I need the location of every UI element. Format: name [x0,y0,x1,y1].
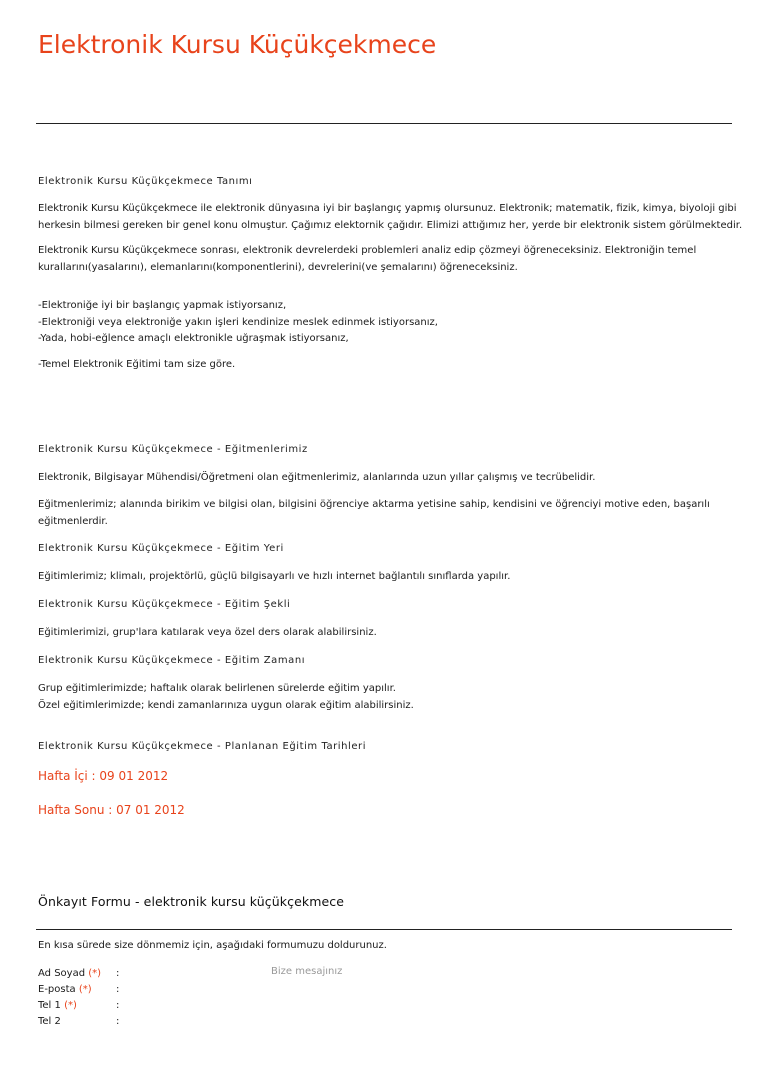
text-line: Özel eğitimlerimizde; kendi zamanlarınıza uygun olarak eğitim alabilirsiniz. [38,699,414,711]
text-line: herkesin bilmesi gereken bir genel konu olmuştur. Çağımız elektornik çağıdır. Elimizi attığımız her, yerde bir elektronik sistem görülmektedir. [38,219,743,231]
paragraph-zaman [38,681,728,714]
paragraph-tanim-1 [38,201,743,234]
message-field[interactable]: Bize mesajınız [271,966,343,977]
colon: : [116,968,120,979]
form-label-tel2: Tel 2 [38,1016,61,1027]
form-label-tel1: Tel 1 (*) [38,1000,77,1011]
paragraph-egitmen-1: Elektronik, Bilgisayar Mühendisi/Öğretmeni olan eğitmenlerimiz, alanlarında uzun yıllar çalışmış ve tecrübelidir. [38,472,596,483]
colon: : [116,984,120,995]
text-line: Grup eğitimlerimizde; haftalık olarak belirlenen sürelerde eğitim yapılır. [38,683,396,694]
title-divider [36,123,732,124]
section-heading-yer: Elektronik Kursu Küçükçekmece - Eğitim Yeri [38,543,284,554]
list-conclusion: -Temel Elektronik Eğitimi tam size göre. [38,359,236,370]
colon: : [116,1000,120,1011]
list-item: -Elektroniği veya elektroniğe yakın işleri kendinize meslek edinmek istiyorsanız, [38,316,438,328]
paragraph-sekil: Eğitimlerimizi, grup'lara katılarak veya özel ders olarak alabilirsiniz. [38,627,377,638]
page-title: Elektronik Kursu Küçükçekmece [38,30,437,59]
form-label-email: E-posta (*) [38,984,92,995]
form-row-tel1[interactable] [38,998,126,1014]
list-item: -Yada, hobi-eğlence amaçlı elektronikle uğraşmak istiyorsanız, [38,333,349,344]
paragraph-tanim-2 [38,243,728,276]
text-line: kurallarını(yasalarını), elemanlarını(komponentlerini), devrelerini(ve şemalarını) öğreneceksiniz. [38,261,518,273]
section-heading-zaman: Elektronik Kursu Küçükçekmece - Eğitim Zamanı [38,655,306,666]
form-row-tel2[interactable] [38,1014,126,1030]
list-item: -Elektroniğe iyi bir başlangıç yapmak istiyorsanız, [38,300,287,311]
text-line: eğitmenlerdir. [38,515,108,527]
form-title: Önkayıt Formu - elektronik kursu küçükçekmece [38,894,345,909]
form-row-name[interactable] [38,966,126,982]
paragraph-yer: Eğitimlerimiz; klimalı, projektörlü, güçlü bilgisayarlı ve hızlı internet bağlantılı sınıflarda yapılır. [38,571,511,582]
form-divider [36,929,732,930]
text-line: Eğitmenlerimiz; alanında birikim ve bilgisi olan, bilgisini öğrenciye aktarma yetisine sahip, kendisini ve öğrenciyi motive eden, başarılı [38,499,710,510]
section-heading-egitmen: Elektronik Kursu Küçükçekmece - Eğitmenlerimiz [38,444,308,455]
section-heading-tanim: Elektronik Kursu Küçükçekmece Tanımı [38,176,253,187]
form-intro: En kısa sürede size dönmemiz için, aşağıdaki formumuzu doldurunuz. [38,940,387,951]
bullet-list [38,298,728,348]
section-heading-sekil: Elektronik Kursu Küçükçekmece - Eğitim Şekli [38,599,291,610]
form-row-email[interactable] [38,982,126,998]
text-line: Elektronik Kursu Küçükçekmece ile elektronik dünyasına iyi bir başlangıç yapmış olursunuz. Elektronik; matematik, fizik, kimya, biyoloji gibi [38,203,737,214]
date-weekend: Hafta Sonu : 07 01 2012 [38,803,185,817]
text-line: Elektronik Kursu Küçükçekmece sonrası, elektronik devrelerdeki problemleri analiz edip çözmeyi öğreneceksiniz. Elektroniğin temel [38,245,697,256]
section-heading-tarih: Elektronik Kursu Küçükçekmece - Planlanan Eğitim Tarihleri [38,741,367,752]
paragraph-egitmen-2 [38,497,728,530]
colon: : [116,1016,120,1027]
date-weekday: Hafta İçi : 09 01 2012 [38,769,169,783]
form-label-name: Ad Soyad (*) [38,968,102,979]
